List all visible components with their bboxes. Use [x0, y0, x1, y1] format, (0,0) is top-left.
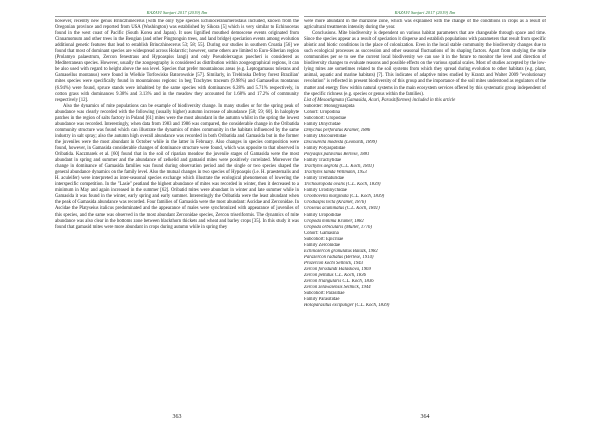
paragraph: Conclusions. Mite biodiversity is dependent on various habitat parameters that are changeable through space and time. Since the species appear as a result of speciation it disperse and establish populations with parameters that result from specific abiotic and biotic conditions in the place of colonization. Even in the local stable community the biodiversity changes due to such ecological processes as succession and other seasonal fluctuations of its shaping factors. Apart from studying the mite communities per se to see the current local biodiversity we can use it in the future to monitor the level and direction of biodiversity changes to evaluate reasons and possible effects on the various spatial scales. Most of studies accepted by the low-lying mites are sometimes related to the soil systems from which they spread during evolution to other habitats (e.g. plant, animal, aquatic and marine habitats) [7]. This indicates of adaptive mites studied by Krantz and Walter 2009 "evolutionary revolution" is reflected in present biodiversity of this group and the importance of the soil mites understood as regulators of the matter and energy flow within natural systems in the main ecosystem services offered by this systematic group independent of the specific richness (e.g. species or genus within the families). — [304, 31, 546, 97]
taxon-entry: Cohort: Uropodina — [304, 109, 341, 115]
right-body-text — [304, 19, 546, 407]
taxon-entry: Parazercon radiatus (Berlese, 1914) — [304, 254, 374, 260]
taxon-entry: Uropoda minima Kramer, 1882 — [304, 218, 364, 224]
taxon-entry: Zercon triangularis C.L. Koch, 1836 — [304, 279, 374, 285]
taxon-entry: Cohort: Gamasina — [304, 230, 339, 236]
paragraph: Also the dynamics of mite populations can be example of biodiversity change. In many studies or for the spring peak of abundance was clearly recorded with the following (usually higher) autumn increase of abundance [58; 59; 60]. In halophyte patches in the region of salts factory in Poland [61] mites were the most abundant in the autumn whilst in the spring the lowest abundance was recorded. Interestingly, when data from 1983 and 1986 was compared, the considerable change in the Oribatida community structure was found which can illustrate the dynamics of mites community in the habitats influenced by the same industry in salt spray; also the autumn high overall abundance was recorded in both Oribatida and Gamasida but in the former the juveniles were the most abundant in October while in the latter in February. Also changes in species composition were found, however, in Gamasida considerable changes of dominance structure were found, which was opposite to that observed in Oribatida. Kaczmarek et al. [60] found that in the soil of riparian meadow the juvenile stages of Gamasida were the most abundant in spring and summer and the abundance of zelkelid and gamasid mites were positively correlated. Moreover the change in dominance of Gamasida families was found during observation period and the single or two species shaped the general abundance dynamics on the family level. Also the mutual changes in two species of Hypoaspis (i.e. H. praesternalis and H. aculeifer) were interpreted as inter-seasonal species exchange which illustrate the ecological phenomenon of lowering the interspecific competition. In the "Lasie" peatland the highest abundance of mites was recorded in winter, then it decreased to a minimum in May and again increased in the summer [62]. Oribatid mites were abundant in winter and late summer while in Gamasida it was found in the winter, early spring and early summer. Interestingly the Oribatida were the least abundant when the peak of Gamasida abundance was recorded. Four families of Gamasida were the most abundant: Ascidae and Zerconidae. In Ascidae the Platyseius italicus predominated and the appearance of males were synchronized with appearance of juveniles of this species, and the same was observed in the most abundant Zerconidae species, Zercon triseriformis. The dynamics of mite abundance was also clear in the bottoms zone between blackthorn thickets and wheat and barley crops [35]. In this study it was found that gamasid mites were more abundant in crops during autumn while in spring they — [55, 103, 299, 230]
running-header: RAZAVI Sanjari 2017 (2019) Ilm — [304, 10, 546, 17]
taxon-entry: Family Uropodidae — [304, 212, 342, 218]
taxon-entry: Family Dinychidae — [304, 121, 341, 127]
taxon-entry: Trichouropoda ovalis (C.L. Koch, 1839) — [304, 182, 381, 188]
taxon-entry: Family Parasitidae — [304, 297, 340, 303]
taxon-entry: Family Trachytidae — [304, 158, 342, 164]
left-body-text — [55, 19, 299, 407]
taxon-entry: Subcohort: Epicriiae — [304, 236, 344, 242]
taxon-entry: Discourella modesta (Leonardi, 1899) — [304, 139, 377, 145]
taxon-entry: Zercon peltatus C.L. Koch, 1836 — [304, 272, 366, 278]
taxon-entry: Dinychus perforatus Kramer, 1886 — [304, 127, 371, 133]
page-number: 363 — [172, 414, 182, 420]
taxon-entry: Subcohort: Uropodiae — [304, 115, 347, 121]
taxon-entry: Trachytes aegrota (C.L. Koch, 1841) — [304, 164, 374, 170]
taxa-list-caption: List of Mesostigmata (Gamasida, Acari, Parasitiformes) included in this article — [304, 97, 456, 103]
taxon-entry: Family Urodinychidae — [304, 188, 347, 194]
taxon-entry: Polyaspis patavinus Berlese, 1881 — [304, 152, 370, 158]
taxon-entry: Uroseius acuminatus (C.L. Koch, 1841) — [304, 206, 380, 212]
taxon-entry: Family Discourellidae — [304, 133, 347, 139]
taxa-list — [304, 104, 546, 310]
paragraph: were more abundant in the marizone zone, which was explained with the change of the conditions in crops as a result of agricultural treatments intensity during the year. — [304, 19, 546, 31]
taxon-entry: Prozercon kochi Sellnick, 1943 — [304, 260, 364, 266]
taxon-entry: Trachytes lamda Willmann, 1953 — [304, 170, 367, 176]
taxon-entry: Zercon zelawaiensis Sellnick, 1944 — [304, 285, 371, 291]
taxon-entry: Echinozercon granulatus Balazk, 1982 — [304, 248, 378, 254]
right-page — [304, 0, 546, 424]
taxon-entry: Subcohort: Parasitiae — [304, 291, 345, 297]
taxon-entry: Uroobovella marginata (C.L. Koch, 1839) — [304, 194, 385, 200]
taxon-entry: Urodiaspis tecta (Kramer, 1876) — [304, 200, 366, 206]
left-page — [55, 0, 299, 424]
running-header: RAZAVI Sanjari 2017 (2019) Ilm — [55, 10, 299, 17]
taxon-entry: Family Zerconidae — [304, 242, 341, 248]
page-number: 364 — [420, 414, 430, 420]
taxon-entry: Holoparasitus excipuliger (C.L. Koch, 1839) — [304, 303, 390, 309]
taxon-entry: Family Trematuridae — [304, 176, 344, 182]
taxon-entry: Zercon forsslundi Halaskova, 1969 — [304, 266, 371, 272]
taxon-entry: Family Polyaspididae — [304, 145, 346, 151]
taxon-entry: Suborder: Monogynaspida — [304, 103, 355, 109]
taxon-entry: Uropoda orbicularis (Muller, 1776) — [304, 224, 372, 230]
paragraph: however, recently new genus Brinczhinecerus [with the only type species Echinoceranumerostaus included, known from the Oregonian province and reported from USA (Washington) was established by Sikora [5] which is very similar to Echinoceras found in the west coast of Pacific (South Korea and Japan). It uses lignified mouthed demoscene events originated from Cinnamomum and other trees in the Bengian (and other Pingtongsin trees, and land bridge) speciation events among evolution additional genetic features that lead to establish Brinczhinecerus 53; 58; 55]. During our studies in southern Croatia [56] we found that most of dominant species are widespread across Holarctic; however, some others are limited to Euro-Siberian region (Prolamyo palaestrum, Zercon fenestraus and Hypoaspiss langi) and only Pseudolerxagus puecheri is considered as Mediterranean species. However, usually the zoogeography is considered as distribution within zoogeographical regions, it can be also used with regard to height above the sea level. Species that prefer mountainous areas (e.g. Leptogamasus tolerans and Gamasellus montanus) were found in Wielkie Torfowisko Batorowskie [57]. Similarly, in Trebinska Defroy forest Brazilian' mites species were specifically found in mountainous regions: in beg Trachytes traceum (9.98%) and Gamasellus montanus (6.94%) were found, spruce stands were inhabited by the same species with dominances 6.28% and 5.71% respectively, in cotton grass with dominances 9.38% and 3.13% and in the meadow they accounted for 1.68% and 17.2% of community respectively [12]. — [55, 19, 299, 103]
